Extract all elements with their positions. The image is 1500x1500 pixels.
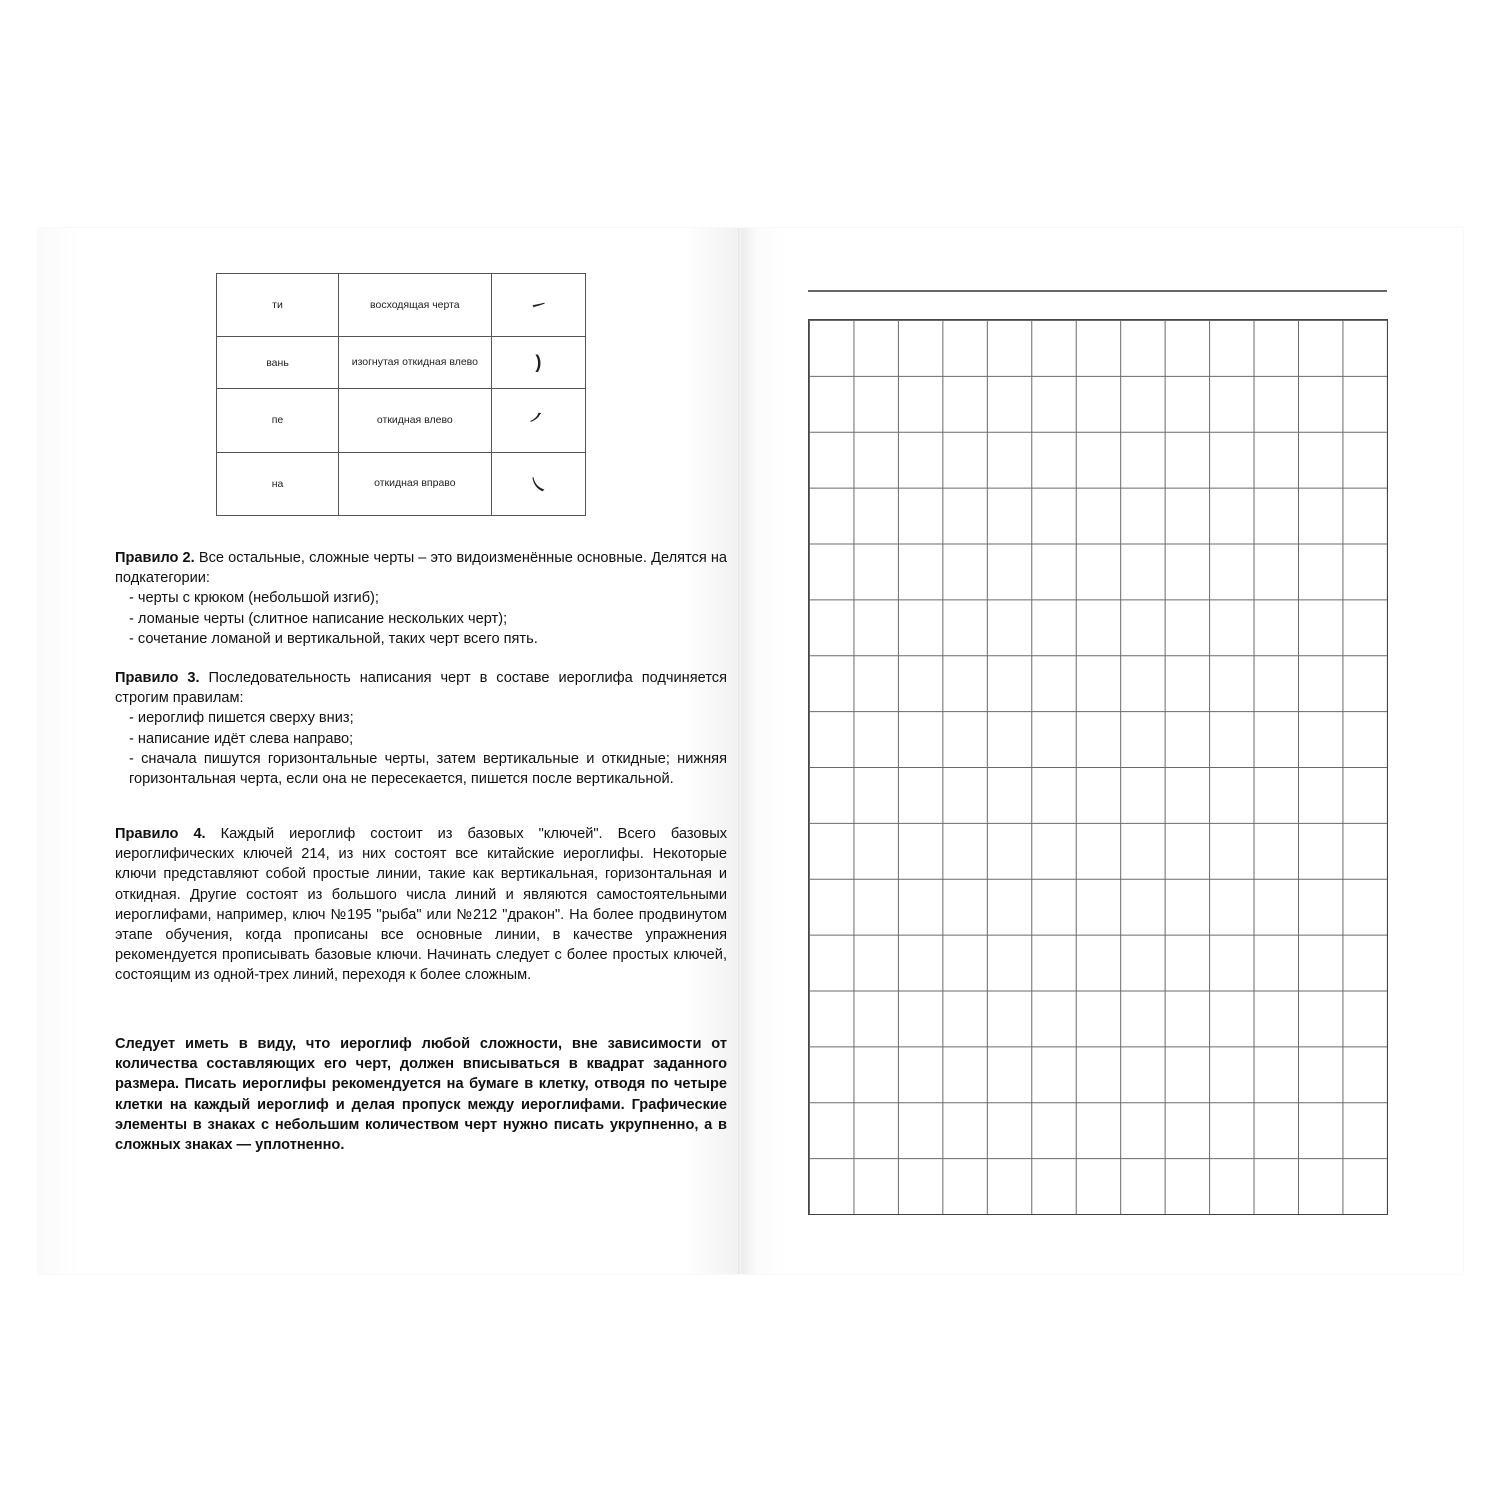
table-row	[217, 389, 586, 452]
stroke-glyph: ㇀	[491, 274, 585, 337]
rule-3-text: Последовательность написания черт в составе иероглифа подчиняется строгим правилам:	[115, 670, 727, 707]
rule-4-paragraph	[115, 824, 727, 986]
rule-2-label: Правило 2.	[115, 550, 195, 566]
rule-2-text: Все остальные, сложные черты – это видоизменённые основные. Делятся на подкатегории:	[115, 550, 727, 587]
list-item: - черты с крюком (небольшой изгиб);	[129, 590, 379, 607]
stroke-description: изогнутая откидная влево	[339, 337, 492, 389]
rule-3-label: Правило 3.	[115, 670, 200, 686]
rule-2	[115, 548, 727, 649]
stroke-glyph: ㇒	[491, 389, 585, 452]
rule-4-label: Правило 4.	[115, 826, 206, 842]
stroke-name: вань	[217, 337, 339, 389]
table-row	[217, 337, 586, 389]
stroke-description: восходящая черта	[339, 274, 492, 337]
rule-3	[115, 668, 727, 789]
table-row	[217, 274, 586, 337]
list-item: - сочетание ломаной и вертикальной, таких черт всего пять.	[129, 630, 538, 647]
right-page	[742, 228, 1463, 1274]
note-paragraph: Следует иметь в виду, что иероглиф любой сложности, вне зависимости от количества составляющих его черт, должен вписываться в квадрат заданного размера. Писать иероглифы рекомендуется на бумаге в клетку, отводя по четыре клетки на каждый иероглиф и делая пропуск между иероглифами. Графические элементы в знаках с небольшим количеством черт нужно писать укрупненно, а в сложных знаках — уплотненно.	[115, 1036, 727, 1154]
stroke-glyph: )	[491, 337, 585, 389]
list-item: - написание идёт слева направо;	[129, 730, 354, 747]
header-line	[808, 290, 1387, 292]
rule-3-paragraph	[115, 668, 727, 708]
left-page	[38, 228, 741, 1274]
stroke-description: откидная вправо	[339, 452, 492, 515]
stroke-name: на	[217, 452, 339, 515]
stroke-description: откидная влево	[339, 389, 492, 452]
list-item: - сначала пишутся горизонтальные черты, затем вертикальные и откидные; нижняя горизонтальная черта, если она не пересекается, пишется после вертикальной.	[129, 750, 727, 788]
stroke-glyph: ㇏	[491, 452, 585, 515]
practice-grid	[808, 319, 1388, 1215]
list-item: - иероглиф пишется сверху вниз;	[129, 710, 354, 727]
rule-2-paragraph	[115, 548, 727, 588]
list-item: - ломаные черты (слитное написание нескольких черт);	[129, 610, 508, 627]
stroke-name: пе	[217, 389, 339, 452]
stroke-name: ти	[217, 274, 339, 337]
table-row	[217, 452, 586, 515]
rule-4-text: Каждый иероглиф состоит из базовых "ключей". Всего базовых иероглифических ключей 214, из них состоят все китайские иероглифы. Некоторые ключи представляют собой простые линии, такие как вертикальная, горизонтальная и откидная. Другие состоят из большого числа линий и являются самостоятельными иероглифами, например, ключ №195 "рыба" или №212 "дракон". На более продвинутом этапе обучения, когда прописаны все основные линии, в качестве упражнения рекомендуется прописывать базовые ключи. Начинать следует с более простых ключей, состоящим из одной-трех линий, переходя к более сложным.	[115, 826, 727, 984]
stroke-table	[216, 273, 586, 516]
rule-4	[115, 824, 727, 986]
